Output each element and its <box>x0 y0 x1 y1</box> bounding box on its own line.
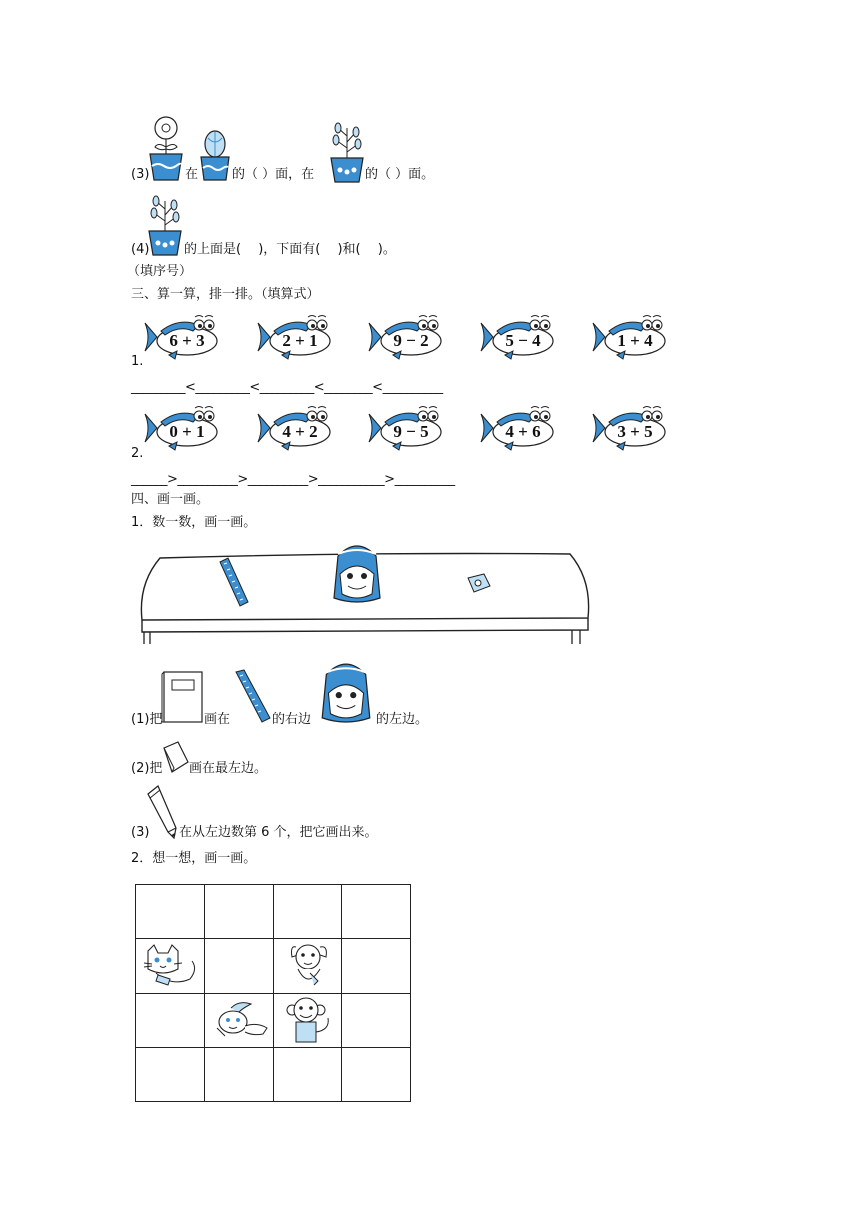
q4-label: (4) <box>131 242 150 257</box>
fish-expression: 5 − 4 <box>505 331 541 350</box>
grid-cell[interactable] <box>273 993 342 1047</box>
fish-expression: 6 + 3 <box>169 331 205 350</box>
p2-label: (2)把 <box>131 761 163 776</box>
grid-cell[interactable] <box>136 939 205 993</box>
section4-sub2: 2．想一想，画一画。 <box>131 851 257 866</box>
section3-title: 三、算一算，排一排。（填算式） <box>131 287 320 302</box>
leafy-plant-pot-icon <box>146 195 184 257</box>
p1-label: (1)把 <box>131 712 163 727</box>
fish-expression: 4 + 2 <box>282 422 318 441</box>
grid-cell[interactable] <box>204 885 273 939</box>
grid-cell[interactable] <box>204 939 273 993</box>
grid-cell[interactable] <box>273 939 342 993</box>
p1-mid2-text: 的右边 <box>272 712 312 727</box>
fish-card <box>479 406 555 450</box>
grid-cell[interactable] <box>273 885 342 939</box>
grid-cell[interactable] <box>342 939 411 993</box>
grid-cell[interactable] <box>204 1047 273 1101</box>
backpack-icon <box>316 656 376 726</box>
q3-in-text: 在 <box>185 167 199 182</box>
rabbit-icon <box>211 1000 269 1042</box>
notebook-icon <box>160 670 204 724</box>
puppy-icon <box>288 941 330 991</box>
animal-grid <box>135 884 411 1102</box>
grid-cell[interactable] <box>273 1047 342 1101</box>
backpack-icon <box>328 540 386 604</box>
pencil-icon <box>144 784 180 840</box>
fish-card <box>143 315 219 359</box>
grid-cell[interactable] <box>136 885 205 939</box>
fish-expression: 4 + 6 <box>505 422 541 441</box>
ruler-icon <box>234 668 272 724</box>
leafy-plant-pot-icon <box>328 122 366 184</box>
fish-card <box>143 406 219 450</box>
p1-end-text: 的左边。 <box>376 712 429 727</box>
fish-card <box>256 315 332 359</box>
row1-label: 1. <box>131 354 144 369</box>
fish-expression: 2 + 1 <box>282 331 318 350</box>
q4-text: 的上面是( )，下面有( )和( )。 <box>184 242 396 257</box>
p3-label: (3) <box>131 825 150 840</box>
fish-expression: 3 + 5 <box>617 422 653 441</box>
p3-end-text: 在从左边数第 6 个，把它画出来。 <box>179 825 378 840</box>
q3-label: (3) <box>131 167 150 182</box>
fish-expression: 9 − 2 <box>393 331 429 350</box>
cactus-pot-icon <box>198 130 232 182</box>
grid-cell[interactable] <box>342 885 411 939</box>
fish-card <box>479 315 555 359</box>
fish-card <box>256 406 332 450</box>
fish-expression: 1 + 4 <box>617 331 653 350</box>
p2-end-text: 画在最左边。 <box>189 761 268 776</box>
fish-expression: 9 − 5 <box>393 422 429 441</box>
row1-order-line[interactable]: _________<_________<_________<________<__________ <box>131 380 443 395</box>
grid-cell[interactable] <box>342 993 411 1047</box>
grid-cell[interactable] <box>342 1047 411 1101</box>
sharpener-icon <box>466 572 492 594</box>
grid-cell[interactable] <box>136 1047 205 1101</box>
section4-title: 四、画一画。 <box>131 492 210 507</box>
section4-sub1: 1．数一数，画一画。 <box>131 515 257 530</box>
fish-card <box>367 315 443 359</box>
flower-pot-icon <box>146 114 186 182</box>
ruler-icon <box>218 556 250 608</box>
fish-card <box>367 406 443 450</box>
monkey-icon <box>286 996 334 1046</box>
row2-label: 2. <box>131 446 144 461</box>
row2-order-line[interactable]: ______>__________>__________>___________>__________ <box>131 472 455 487</box>
p1-mid-text: 画在 <box>204 712 231 727</box>
cat-icon <box>142 943 198 989</box>
fish-card <box>591 406 667 450</box>
fish-expression: 0 + 1 <box>169 422 205 441</box>
eraser-icon <box>160 740 190 774</box>
q3-mid-text: 的（ ）面，在 <box>232 167 315 182</box>
grid-cell[interactable] <box>204 993 273 1047</box>
fill-hint: （填序号） <box>127 264 193 279</box>
grid-cell[interactable] <box>136 993 205 1047</box>
fish-card <box>591 315 667 359</box>
q3-end-text: 的（ ）面。 <box>365 167 435 182</box>
